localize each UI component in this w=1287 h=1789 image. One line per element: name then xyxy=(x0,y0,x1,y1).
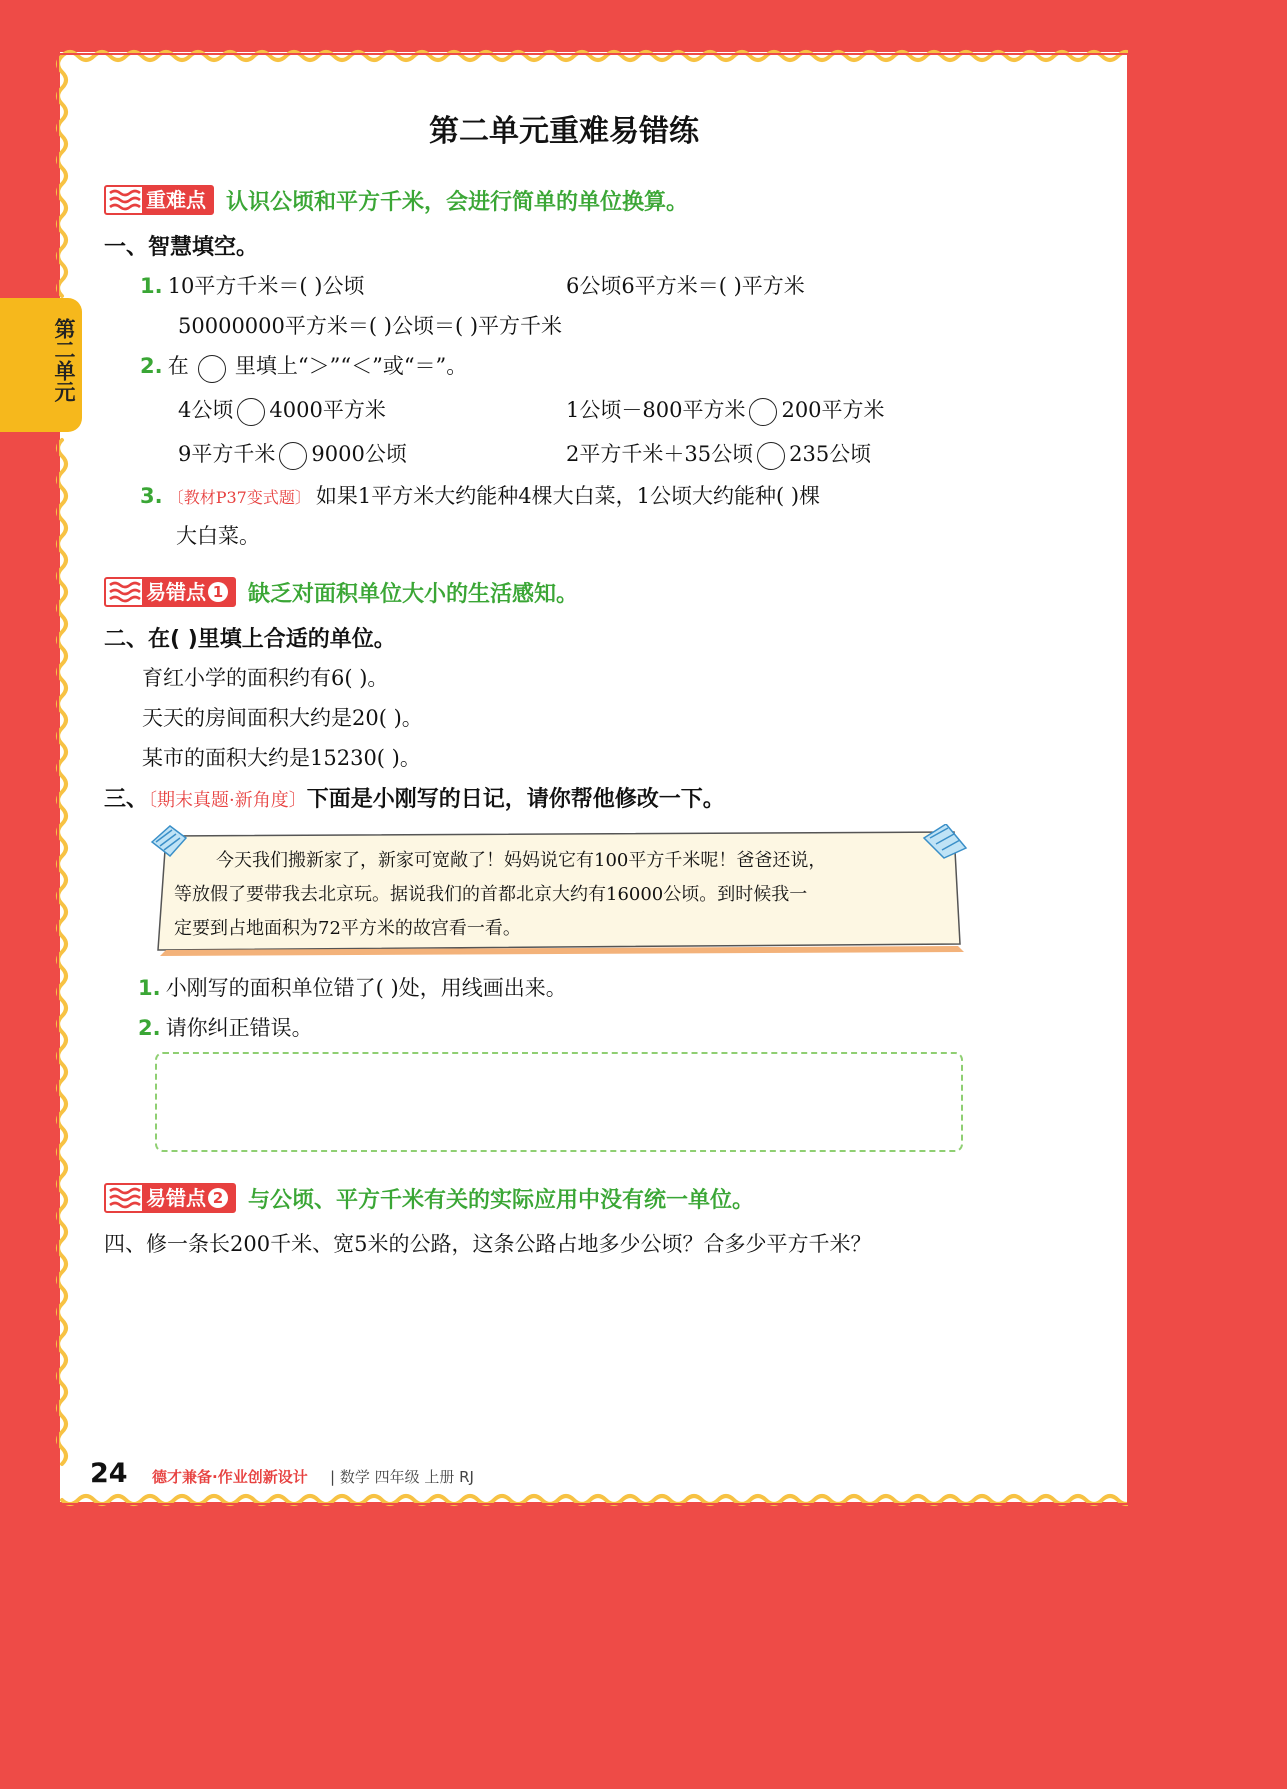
question-number: 1. xyxy=(138,976,161,1000)
question-text: 小刚写的面积单位错了( )处，用线画出来。 xyxy=(165,976,567,1000)
compare-right: 235公顷 xyxy=(789,442,872,466)
unit-fill-line-1: 育红小学的面积约有6( )。 xyxy=(142,666,389,690)
compare-left: 1公顷－800平方米 xyxy=(566,398,746,422)
section-3-heading xyxy=(104,782,725,813)
key-point-description: 认识公顷和平方千米，会进行简单的单位换算。 xyxy=(226,189,689,215)
error-point-label-text: 易错点 xyxy=(146,580,206,604)
error-point-number: 1 xyxy=(208,582,228,602)
diary-line-3: 定要到占地面积为72平方米的故宫看一看。 xyxy=(174,918,521,939)
question-3-line-2: 大白菜。 xyxy=(176,524,260,548)
compare-right: 4000平方米 xyxy=(269,398,386,422)
question-source-tag: 〔教材P37变式题〕 xyxy=(167,488,311,507)
wave-lines-icon xyxy=(106,187,142,213)
question-1-row-c: 50000000平方米＝( )公顷＝( )平方千米 xyxy=(178,314,563,338)
error-point-1-label xyxy=(142,579,234,605)
section-3-prefix: 三、 xyxy=(104,787,149,812)
compare-left: 9平方千米 xyxy=(178,442,276,466)
compare-left: 2平方千米＋35公顷 xyxy=(566,442,754,466)
unit-side-tab-label: 第二单元 xyxy=(52,318,76,402)
answer-circle[interactable] xyxy=(749,398,777,426)
section-1-heading: 一、智慧填空。 xyxy=(104,235,259,260)
error-point-2-tag xyxy=(104,1182,754,1214)
compare-item-b xyxy=(566,394,885,426)
section-3-question-1 xyxy=(138,972,567,1002)
section-3-heading-text: 下面是小刚写的日记，请你帮他修改一下。 xyxy=(306,787,725,812)
question-number: 3. xyxy=(140,484,163,508)
error-point-label-text: 易错点 xyxy=(146,1186,206,1210)
question-number: 2. xyxy=(138,1016,161,1040)
compare-right: 200平方米 xyxy=(781,398,885,422)
page-number: 24 xyxy=(90,1458,128,1489)
question-text: 如果1平方米大约能种4棵大白菜，1公顷大约能种( )棵 xyxy=(315,484,821,508)
page-title: 第二单元重难易错练 xyxy=(429,114,699,149)
unit-fill-line-2: 天天的房间面积大约是20( )。 xyxy=(142,706,423,730)
footer-book-info: | 数学 四年级 上册 RJ xyxy=(330,1468,474,1486)
error-point-2-description: 与公顷、平方千米有关的实际应用中没有统一单位。 xyxy=(248,1187,755,1213)
compare-item-a xyxy=(178,394,386,426)
compare-left: 4公顷 xyxy=(178,398,234,422)
answer-circle[interactable] xyxy=(757,442,785,470)
question-text: 里填上“＞”“＜”或“＝”。 xyxy=(234,354,468,378)
unit-fill-line-3: 某市的面积大约是15230( )。 xyxy=(142,746,421,770)
answer-circle[interactable] xyxy=(279,442,307,470)
key-point-label: 重难点 xyxy=(142,187,212,213)
correction-answer-box[interactable] xyxy=(155,1052,963,1152)
compare-right: 9000公顷 xyxy=(311,442,407,466)
question-1-row-b: 6公顷6平方米＝( )平方米 xyxy=(566,274,805,298)
question-text: 10平方千米＝( )公顷 xyxy=(167,274,365,298)
wave-lines-icon xyxy=(106,579,142,605)
error-point-1-description: 缺乏对面积单位大小的生活感知。 xyxy=(248,581,579,607)
question-number: 2. xyxy=(140,354,163,378)
question-source-tag: 〔期末真题·新角度〕 xyxy=(148,790,307,811)
question-text: 在 xyxy=(167,354,189,378)
question-2-intro xyxy=(140,350,467,383)
question-1-row-a xyxy=(140,270,364,300)
question-3 xyxy=(140,480,820,510)
compare-item-d xyxy=(566,438,871,470)
question-number: 1. xyxy=(140,274,163,298)
question-text: 请你纠正错误。 xyxy=(165,1016,313,1040)
error-point-1-tag xyxy=(104,576,578,608)
wave-lines-icon xyxy=(106,1185,142,1211)
answer-circle[interactable] xyxy=(237,398,265,426)
error-point-number: 2 xyxy=(208,1188,228,1208)
section-2-heading: 二、在( )里填上合适的单位。 xyxy=(104,627,396,652)
error-point-2-label xyxy=(142,1185,234,1211)
compare-item-c xyxy=(178,438,407,470)
section-4-text: 四、修一条长200千米、宽5米的公路，这条公路占地多少公顷？合多少平方千米？ xyxy=(104,1232,872,1256)
error-point-1-badge xyxy=(104,577,236,607)
section-3-question-2 xyxy=(138,1012,313,1042)
key-point-badge xyxy=(104,185,214,215)
footer-brand: 德才兼备·作业创新设计 xyxy=(152,1468,308,1486)
key-point-tag xyxy=(104,184,688,216)
diary-line-1: 今天我们搬新家了，新家可宽敞了！妈妈说它有100平方千米呢！爸爸还说， xyxy=(216,850,827,871)
diary-line-2: 等放假了要带我去北京玩。据说我们的首都北京大约有16000公顷。到时候我一 xyxy=(174,884,808,905)
section-4-question xyxy=(104,1228,871,1258)
compare-circle-icon xyxy=(198,355,226,383)
error-point-2-badge xyxy=(104,1183,236,1213)
